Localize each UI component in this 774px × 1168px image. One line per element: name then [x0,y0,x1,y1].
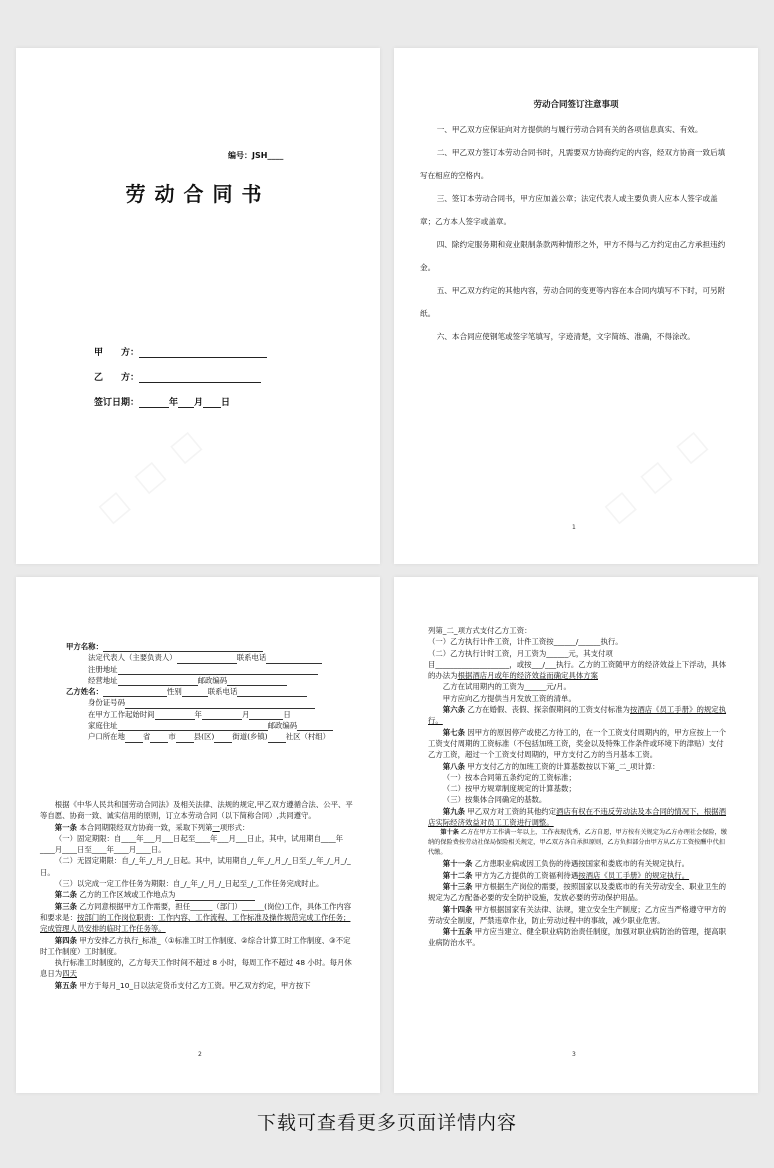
download-more-footer[interactable]: 下载可查看更多页面详情内容 [256,1112,517,1134]
note-item: 四、除约定服务期和竞业限制条款两种情形之外，甲方不得与乙方约定由乙方承担违约金。 [420,240,726,272]
article-heading: 第十二条 [442,870,473,880]
article-clause: （一）按本合同第五条约定的工资标准； [442,772,576,782]
article-text: 甲乙双方对工资的其他约定 [467,806,557,816]
note-item: 三、签订本劳动合同书，甲方应加盖公章；法定代表人或主要负责人应本人签字或盖章；乙方本人签字或盖章。 [420,194,718,226]
article-text: 乙方在甲方工作满一年以上，工作表现优秀，乙方自愿，甲方按有关规定为乙方办理社会保险，缴纳的保险费按劳动社保局保险相关规定，甲乙双方各自承担原则，乙方负担部分由甲方从乙方工资按酬中代扣代缴。 [428,829,727,857]
article-underlined: 按部门的工作岗位职责：工作内容、工作流程、工作标准及操作规范完成工作任务；完成管理人员安排的临时工作任务等。 [40,912,351,934]
blank [175,892,255,901]
party-a-field [94,345,267,358]
blank [118,677,198,686]
blank [227,677,287,686]
article-clause: （一）固定期限：自____年___月___日起至____年___月___日止，其中，试用期自____年____月____日至____年____月____日。 [40,833,344,855]
street-label: 街道(乡镇) [232,732,268,742]
article-heading: 第六条 [442,705,465,715]
article-text: 本合同期限经双方协商一致，采取下列第 [79,822,213,832]
blank [125,700,315,709]
note-item: 五、甲乙双方约定的其他内容，劳动合同的变更等内容在本合同内填写不下时，可另附纸。 [420,286,726,318]
article-heading: 第三条 [54,901,77,911]
page-number: 3 [572,1051,576,1058]
contract-articles [428,625,728,949]
blank [268,734,286,743]
blank [118,666,318,675]
page-number: 2 [198,1051,202,1058]
article-text: （二）乙方执行计时工资，月工资为______元，其支付项 [428,648,613,658]
blank [237,688,307,697]
article-underlined: 按酒店《员工手册》的规定执行。 [428,705,727,726]
article-underlined: 根据酒店月或年的经济效益而确定具体方案 [457,671,599,681]
article-text: 甲方安排乙方执行_标准_（①标准工时工作制度、②综合计算工时工作制度、③不定时工作制度）工时制度。 [40,935,351,956]
article-text: 甲方应当建立、健全职业病防治责任制度，加强对职业病防治的管理，提高职业病防治水平。 [428,927,727,948]
note-item: 二、甲乙双方签订本劳动合同书时，凡需要双方协商约定的内容，经双方协商一致后填写在相应的空格内。 [420,148,726,180]
notes-title: 劳动合同签订注意事项 [533,100,619,110]
document-number: 编号：JSH____ [228,151,284,160]
article-heading: 第二条 [54,890,77,900]
blank [182,688,208,697]
province-label: 省 [142,732,151,742]
blank [202,711,242,720]
article-heading: 第九条 [442,806,465,816]
blank [266,655,322,664]
blank [214,734,232,743]
party-a-label: 甲 方： [94,348,140,358]
article-underlined: 按酒店《员工手册》的规定执行。 [578,870,690,880]
blank [177,655,237,664]
party-b-name-label: 乙方姓名： [66,687,103,697]
article-heading: 第十一条 [442,859,473,869]
party-info-block [66,641,366,743]
party-a-name-label: 甲方名称： [66,642,103,651]
article-clause: （二）无固定期限：自_/_年_/_月_/_日起。其中，试用期自_/_年_/_月_/_日至_/_年_/_月_/_日。 [40,856,351,877]
party-a-blank [139,348,267,358]
article-underlined: 四天 [62,969,77,979]
contract-page-3 [394,577,758,1093]
article-text: 甲方为乙方提供的工资福利待遇 [474,870,579,880]
contract-cover-page [16,48,380,564]
month-blank [178,398,194,408]
home-address-label: 家庭住址 [88,721,118,731]
note-item: 一、甲乙双方应保证向对方提供的与履行劳动合同有关的各项信息真实、有效。 [436,125,703,134]
signing-notes-page [394,48,758,564]
article-text: 因甲方的原因停产或使乙方待工的，在一个工资支付周期内的，甲方应按上一个工资支付周期的工资标准（不包括加班工资，奖金以及特殊工作条件或环境下的津贴）支付乙方工资，超过一个工资支付周期的，甲方支付乙方的当月基本工资。 [428,727,727,760]
watermark [91,422,210,530]
article-choice: 一 [212,822,220,832]
work-start-label: 在甲方工作起始时间 [88,709,155,719]
article-text: 甲方支付乙方的加班工资的计算基数按以下第_二_项计算： [467,761,660,771]
blank [155,711,195,720]
article-heading: 第十五条 [442,927,473,937]
gender-label: 性别 [166,687,182,697]
day-label: 日 [221,398,231,408]
year-label: 年 [194,709,202,719]
notes-list [420,118,730,348]
note-item: 六、本合同应使钢笔或签字笔填写，字迹清楚，文字简练、准确，不得涂改。 [436,332,695,341]
contact-phone-label: 联系电话 [207,687,238,697]
watermark [597,422,716,530]
article-heading: 第八条 [442,761,465,771]
id-number-label: 身份证号码 [88,698,125,708]
article-text: 列第_二_项方式支付乙方工资： [428,626,532,635]
article-text: （一）乙方执行计件工资，计件工资按______/______执行。 [428,637,623,647]
article-text: 甲方应向乙方提供当月发放工资的清单。 [442,693,576,703]
month-label: 月 [241,709,250,719]
article-heading: 第五条 [54,980,77,990]
city-label: 市 [168,732,176,742]
article-heading: 第十三条 [442,881,473,891]
article-text: 目____________________，或按___/___执行。乙方的工资随甲方的经济效益上下浮动，具体的办法为 [428,659,727,681]
year-label: 年 [169,398,179,408]
page-number: 1 [572,524,576,531]
contact-phone-label: 联系电话 [236,653,267,663]
article-clause: （三）以完成一定工作任务为期限：自_/_年_/_月_/_日起至_/_工作任务完成时止。 [54,879,324,889]
article-heading: 第十条 [440,829,459,837]
article-text: 执行标准工时制度的，乙方每天工作时间不超过 8 小时，每周工作不超过 48 小时。每月休息日为 [40,958,352,979]
contract-page-2 [16,577,380,1093]
legal-rep-label: 法定代表人（主要负责人） [88,653,177,663]
county-label: 县(区) [193,732,215,742]
biz-address-label: 经营地址 [88,675,118,685]
article-text: 甲方根据国家有关法律、法规，建立安全生产制度；乙方应当严格遵守甲方的劳动安全制度，严禁违章作业，防止劳动过程中的事故，减少职业危害。 [428,904,727,925]
hukou-label: 户口所在地 [88,732,125,742]
postal-code-label: 邮政编码 [267,721,298,731]
article-text: 项形式： [219,822,250,832]
blank [118,722,268,731]
community-label: 社区（村组） [285,732,331,742]
postal-code-label: 邮政编码 [197,675,228,685]
article-underlined: 酒店有权在不违反劳动法及本合同的情况下，根据酒店实际经济效益对员工工资进行调整。 [428,806,727,828]
month-label: 月 [194,398,204,408]
article-text: 乙方的工作区域或工作地点为 [79,890,176,900]
party-b-field [94,370,261,383]
party-b-blank [139,373,261,383]
article-heading: 第一条 [54,822,77,832]
day-label: 日 [283,709,291,719]
party-b-label: 乙 方： [94,373,140,383]
blank [249,711,283,720]
article-text: 甲方于每月_10_日以法定货币支付乙方工资。甲乙双方约定，甲方按下 [79,980,311,990]
page-title: 劳动合同书 [125,182,271,206]
year-blank [139,398,169,408]
article-heading: 第七条 [442,727,465,737]
reg-address-label: 注册地址 [88,664,118,674]
blank [150,734,168,743]
article-clause: （三）按集体合同确定的基数。 [442,795,547,805]
sign-date-field [94,395,230,408]
day-blank [203,398,221,408]
article-text: 乙方在婚假、丧假、探亲假期间的工资支付标准为 [467,705,630,715]
sign-date-label: 签订日期： [94,398,140,408]
blank [297,722,333,731]
article-clause: （二）按甲方规章制度规定的计算基数； [442,784,576,794]
blank [176,734,194,743]
article-heading: 第四条 [54,935,77,945]
article-text: 乙方患职业病或因工负伤的待遇按国家和娄底市的有关规定执行。 [474,859,690,869]
article-text: 乙方同意根据甲方工作需要，担任______（部门）______(岗位)工作，具体工作内容和要求是： [40,901,352,922]
article-text: 甲方根据生产岗位的需要，按照国家以及娄底市的有关劳动安全、职业卫生的规定为乙方配备必要的安全防护设施，发放必要的劳动保护用品。 [428,881,727,903]
article-heading: 第十四条 [442,904,473,914]
blank [103,688,167,697]
preamble: 根据《中华人民共和国劳动合同法》及相关法律、法规的规定,甲乙双方遵循合法、公平、平等自愿、协商一致、诚实信用的原则，订立本劳动合同（以下简称合同）,共同遵守。 [40,800,353,821]
blank [103,643,263,652]
contract-articles [40,799,356,991]
article-text: 乙方在试用期内的工资为______元/月。 [442,682,571,692]
blank [125,734,143,743]
